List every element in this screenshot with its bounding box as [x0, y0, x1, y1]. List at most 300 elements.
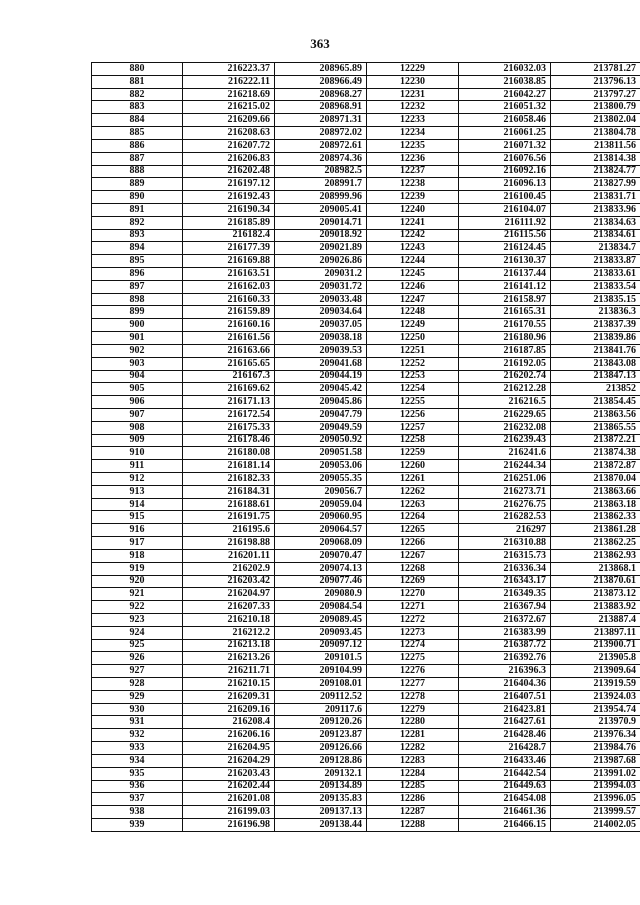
- x-coordinate-cell: 216461.36: [459, 806, 551, 819]
- x-coordinate-cell: 216169.88: [183, 255, 275, 268]
- y-coordinate-cell: 209101.5: [275, 652, 367, 665]
- point-id-cell: 12284: [367, 767, 459, 780]
- y-coordinate-cell: 213800.79: [551, 101, 640, 114]
- point-id-cell: 12276: [367, 665, 459, 678]
- x-coordinate-cell: 216212.28: [459, 383, 551, 396]
- x-coordinate-cell: 216349.35: [459, 588, 551, 601]
- y-coordinate-cell: 209089.45: [275, 613, 367, 626]
- x-coordinate-cell: 216167.3: [183, 370, 275, 383]
- point-id-cell: 905: [92, 383, 183, 396]
- x-coordinate-cell: 216396.3: [459, 665, 551, 678]
- x-coordinate-cell: 216180.96: [459, 332, 551, 345]
- point-id-cell: 922: [92, 601, 183, 614]
- y-coordinate-cell: 208974.36: [275, 152, 367, 165]
- y-coordinate-cell: 213870.04: [551, 473, 640, 486]
- y-coordinate-cell: 209060.95: [275, 511, 367, 524]
- x-coordinate-cell: 216195.6: [183, 524, 275, 537]
- x-coordinate-cell: 216124.45: [459, 242, 551, 255]
- y-coordinate-cell: 209132.1: [275, 767, 367, 780]
- point-id-cell: 12230: [367, 75, 459, 88]
- x-coordinate-cell: 216210.18: [183, 613, 275, 626]
- table-row: [92, 818, 640, 831]
- x-coordinate-cell: 216466.15: [459, 818, 551, 831]
- y-coordinate-cell: 213865.55: [551, 421, 640, 434]
- point-id-cell: 925: [92, 639, 183, 652]
- x-coordinate-cell: 216197.12: [183, 178, 275, 191]
- point-id-cell: 12258: [367, 434, 459, 447]
- point-id-cell: 12264: [367, 511, 459, 524]
- point-id-cell: 884: [92, 114, 183, 127]
- point-id-cell: 930: [92, 703, 183, 716]
- table-row: [92, 524, 640, 537]
- y-coordinate-cell: 213833.54: [551, 280, 640, 293]
- x-coordinate-cell: 216165.65: [183, 357, 275, 370]
- y-coordinate-cell: 213833.96: [551, 203, 640, 216]
- y-coordinate-cell: 209064.57: [275, 524, 367, 537]
- table-row: [92, 498, 640, 511]
- x-coordinate-cell: 216372.67: [459, 613, 551, 626]
- point-id-cell: 902: [92, 344, 183, 357]
- point-id-cell: 12286: [367, 793, 459, 806]
- table-row: [92, 793, 640, 806]
- y-coordinate-cell: 213924.03: [551, 690, 640, 703]
- x-coordinate-cell: 216160.33: [183, 293, 275, 306]
- y-coordinate-cell: 213897.11: [551, 626, 640, 639]
- y-coordinate-cell: 213999.57: [551, 806, 640, 819]
- y-coordinate-cell: 209074.13: [275, 562, 367, 575]
- x-coordinate-cell: 216163.66: [183, 344, 275, 357]
- y-coordinate-cell: 209055.35: [275, 473, 367, 486]
- point-id-cell: 12260: [367, 460, 459, 473]
- point-id-cell: 12245: [367, 268, 459, 281]
- y-coordinate-cell: 213984.76: [551, 742, 640, 755]
- table-row: [92, 460, 640, 473]
- x-coordinate-cell: 216162.03: [183, 280, 275, 293]
- x-coordinate-cell: 216210.15: [183, 678, 275, 691]
- table-row: [92, 127, 640, 140]
- y-coordinate-cell: 213872.21: [551, 434, 640, 447]
- point-id-cell: 12267: [367, 549, 459, 562]
- x-coordinate-cell: 216208.4: [183, 716, 275, 729]
- point-id-cell: 12274: [367, 639, 459, 652]
- x-coordinate-cell: 216201.08: [183, 793, 275, 806]
- x-coordinate-cell: 216137.44: [459, 268, 551, 281]
- point-id-cell: 12249: [367, 319, 459, 332]
- x-coordinate-cell: 216428.7: [459, 742, 551, 755]
- x-coordinate-cell: 216215.02: [183, 101, 275, 114]
- x-coordinate-cell: 216213.18: [183, 639, 275, 652]
- table-row: [92, 601, 640, 614]
- y-coordinate-cell: 209128.86: [275, 754, 367, 767]
- point-id-cell: 12282: [367, 742, 459, 755]
- x-coordinate-cell: 216158.97: [459, 293, 551, 306]
- y-coordinate-cell: 208982.5: [275, 165, 367, 178]
- table-row: [92, 729, 640, 742]
- x-coordinate-cell: 216051.32: [459, 101, 551, 114]
- x-coordinate-cell: 216199.03: [183, 806, 275, 819]
- point-id-cell: 12277: [367, 678, 459, 691]
- y-coordinate-cell: 209038.18: [275, 332, 367, 345]
- point-id-cell: 932: [92, 729, 183, 742]
- x-coordinate-cell: 216185.89: [183, 216, 275, 229]
- point-id-cell: 12243: [367, 242, 459, 255]
- x-coordinate-cell: 216171.13: [183, 396, 275, 409]
- x-coordinate-cell: 216180.08: [183, 447, 275, 460]
- table-row: [92, 139, 640, 152]
- point-id-cell: 12281: [367, 729, 459, 742]
- y-coordinate-cell: 209117.6: [275, 703, 367, 716]
- point-id-cell: 883: [92, 101, 183, 114]
- x-coordinate-cell: 216115.56: [459, 229, 551, 242]
- y-coordinate-cell: 213854.45: [551, 396, 640, 409]
- x-coordinate-cell: 216244.34: [459, 460, 551, 473]
- x-coordinate-cell: 216427.61: [459, 716, 551, 729]
- x-coordinate-cell: 216383.99: [459, 626, 551, 639]
- x-coordinate-cell: 216216.5: [459, 396, 551, 409]
- y-coordinate-cell: 209049.59: [275, 421, 367, 434]
- table-row: [92, 703, 640, 716]
- point-id-cell: 887: [92, 152, 183, 165]
- y-coordinate-cell: 208966.49: [275, 75, 367, 88]
- y-coordinate-cell: 213883.92: [551, 601, 640, 614]
- y-coordinate-cell: 209120.26: [275, 716, 367, 729]
- y-coordinate-cell: 209039.53: [275, 344, 367, 357]
- y-coordinate-cell: 213835.15: [551, 293, 640, 306]
- y-coordinate-cell: 209108.01: [275, 678, 367, 691]
- point-id-cell: 12254: [367, 383, 459, 396]
- y-coordinate-cell: 209056.7: [275, 485, 367, 498]
- point-id-cell: 12271: [367, 601, 459, 614]
- x-coordinate-cell: 216191.75: [183, 511, 275, 524]
- x-coordinate-cell: 216315.73: [459, 549, 551, 562]
- x-coordinate-cell: 216212.2: [183, 626, 275, 639]
- point-id-cell: 12268: [367, 562, 459, 575]
- x-coordinate-cell: 216218.69: [183, 88, 275, 101]
- y-coordinate-cell: 209005.41: [275, 203, 367, 216]
- point-id-cell: 934: [92, 754, 183, 767]
- y-coordinate-cell: 208965.89: [275, 63, 367, 76]
- table-row: [92, 742, 640, 755]
- x-coordinate-cell: 216449.63: [459, 780, 551, 793]
- x-coordinate-cell: 216343.17: [459, 575, 551, 588]
- point-id-cell: 924: [92, 626, 183, 639]
- y-coordinate-cell: 213900.71: [551, 639, 640, 652]
- y-coordinate-cell: 213954.74: [551, 703, 640, 716]
- y-coordinate-cell: 209031.72: [275, 280, 367, 293]
- table-row: [92, 754, 640, 767]
- x-coordinate-cell: 216165.31: [459, 306, 551, 319]
- x-coordinate-cell: 216423.81: [459, 703, 551, 716]
- x-coordinate-cell: 216202.74: [459, 370, 551, 383]
- table-row: [92, 678, 640, 691]
- y-coordinate-cell: 209053.06: [275, 460, 367, 473]
- y-coordinate-cell: 209093.45: [275, 626, 367, 639]
- y-coordinate-cell: 213841.76: [551, 344, 640, 357]
- table-row: [92, 588, 640, 601]
- x-coordinate-cell: 216198.88: [183, 537, 275, 550]
- y-coordinate-cell: 208972.61: [275, 139, 367, 152]
- y-coordinate-cell: 208971.31: [275, 114, 367, 127]
- x-coordinate-cell: 216184.31: [183, 485, 275, 498]
- x-coordinate-cell: 216392.76: [459, 652, 551, 665]
- point-id-cell: 914: [92, 498, 183, 511]
- x-coordinate-cell: 216100.45: [459, 191, 551, 204]
- x-coordinate-cell: 216182.33: [183, 473, 275, 486]
- table-row: [92, 344, 640, 357]
- x-coordinate-cell: 216209.66: [183, 114, 275, 127]
- y-coordinate-cell: 213839.86: [551, 332, 640, 345]
- y-coordinate-cell: 209045.42: [275, 383, 367, 396]
- y-coordinate-cell: 209123.87: [275, 729, 367, 742]
- y-coordinate-cell: 209126.66: [275, 742, 367, 755]
- page-number: 363: [310, 36, 330, 51]
- y-coordinate-cell: 209137.13: [275, 806, 367, 819]
- y-coordinate-cell: 208991.7: [275, 178, 367, 191]
- y-coordinate-cell: 213919.59: [551, 678, 640, 691]
- y-coordinate-cell: 209135.83: [275, 793, 367, 806]
- x-coordinate-cell: 216169.62: [183, 383, 275, 396]
- y-coordinate-cell: 209018.92: [275, 229, 367, 242]
- point-id-cell: 939: [92, 818, 183, 831]
- table-row: [92, 229, 640, 242]
- x-coordinate-cell: 216161.56: [183, 332, 275, 345]
- x-coordinate-cell: 216442.54: [459, 767, 551, 780]
- y-coordinate-cell: 213868.1: [551, 562, 640, 575]
- table-row: [92, 203, 640, 216]
- x-coordinate-cell: 216276.75: [459, 498, 551, 511]
- y-coordinate-cell: 208968.27: [275, 88, 367, 101]
- y-coordinate-cell: 209068.09: [275, 537, 367, 550]
- point-id-cell: 12273: [367, 626, 459, 639]
- x-coordinate-cell: 216251.06: [459, 473, 551, 486]
- y-coordinate-cell: 213802.04: [551, 114, 640, 127]
- x-coordinate-cell: 216170.55: [459, 319, 551, 332]
- point-id-cell: 916: [92, 524, 183, 537]
- table-row: [92, 716, 640, 729]
- table-row: [92, 370, 640, 383]
- y-coordinate-cell: 213852: [551, 383, 640, 396]
- x-coordinate-cell: 216273.71: [459, 485, 551, 498]
- x-coordinate-cell: 216407.51: [459, 690, 551, 703]
- point-id-cell: 900: [92, 319, 183, 332]
- y-coordinate-cell: 213834.7: [551, 242, 640, 255]
- point-id-cell: 12236: [367, 152, 459, 165]
- y-coordinate-cell: 213987.68: [551, 754, 640, 767]
- y-coordinate-cell: 213976.34: [551, 729, 640, 742]
- point-id-cell: 936: [92, 780, 183, 793]
- y-coordinate-cell: 209051.58: [275, 447, 367, 460]
- x-coordinate-cell: 216159.89: [183, 306, 275, 319]
- x-coordinate-cell: 216206.16: [183, 729, 275, 742]
- y-coordinate-cell: 209112.52: [275, 690, 367, 703]
- x-coordinate-cell: 216187.85: [459, 344, 551, 357]
- y-coordinate-cell: 208972.02: [275, 127, 367, 140]
- point-id-cell: 895: [92, 255, 183, 268]
- point-id-cell: 12257: [367, 421, 459, 434]
- table-row: [92, 357, 640, 370]
- point-id-cell: 12256: [367, 408, 459, 421]
- point-id-cell: 913: [92, 485, 183, 498]
- x-coordinate-cell: 216203.43: [183, 767, 275, 780]
- x-coordinate-cell: 216181.14: [183, 460, 275, 473]
- table-row: [92, 652, 640, 665]
- x-coordinate-cell: 216202.44: [183, 780, 275, 793]
- point-id-cell: 12231: [367, 88, 459, 101]
- point-id-cell: 937: [92, 793, 183, 806]
- point-id-cell: 919: [92, 562, 183, 575]
- point-id-cell: 918: [92, 549, 183, 562]
- y-coordinate-cell: 213873.12: [551, 588, 640, 601]
- point-id-cell: 886: [92, 139, 183, 152]
- x-coordinate-cell: 216297: [459, 524, 551, 537]
- table-row: [92, 383, 640, 396]
- y-coordinate-cell: 213970.9: [551, 716, 640, 729]
- point-id-cell: 890: [92, 191, 183, 204]
- x-coordinate-cell: 216104.07: [459, 203, 551, 216]
- y-coordinate-cell: 209077.46: [275, 575, 367, 588]
- point-id-cell: 12253: [367, 370, 459, 383]
- table-row: [92, 319, 640, 332]
- x-coordinate-cell: 216177.39: [183, 242, 275, 255]
- x-coordinate-cell: 216190.34: [183, 203, 275, 216]
- point-id-cell: 12278: [367, 690, 459, 703]
- y-coordinate-cell: 213781.27: [551, 63, 640, 76]
- y-coordinate-cell: 213874.38: [551, 447, 640, 460]
- x-coordinate-cell: 216196.98: [183, 818, 275, 831]
- y-coordinate-cell: 209037.05: [275, 319, 367, 332]
- x-coordinate-cell: 216032.03: [459, 63, 551, 76]
- y-coordinate-cell: 213991.02: [551, 767, 640, 780]
- table-row: [92, 191, 640, 204]
- y-coordinate-cell: 213909.64: [551, 665, 640, 678]
- y-coordinate-cell: 213872.87: [551, 460, 640, 473]
- y-coordinate-cell: 209026.86: [275, 255, 367, 268]
- point-id-cell: 12275: [367, 652, 459, 665]
- point-id-cell: 907: [92, 408, 183, 421]
- y-coordinate-cell: 213861.28: [551, 524, 640, 537]
- table-row: [92, 332, 640, 345]
- y-coordinate-cell: 213833.61: [551, 268, 640, 281]
- table-row: [92, 268, 640, 281]
- x-coordinate-cell: 216096.13: [459, 178, 551, 191]
- table-row: [92, 690, 640, 703]
- y-coordinate-cell: 213834.63: [551, 216, 640, 229]
- y-coordinate-cell: 209044.19: [275, 370, 367, 383]
- y-coordinate-cell: 213887.4: [551, 613, 640, 626]
- y-coordinate-cell: 213843.08: [551, 357, 640, 370]
- point-id-cell: 904: [92, 370, 183, 383]
- table-row: [92, 562, 640, 575]
- x-coordinate-cell: 216042.27: [459, 88, 551, 101]
- point-id-cell: 12259: [367, 447, 459, 460]
- point-id-cell: 12251: [367, 344, 459, 357]
- point-id-cell: 885: [92, 127, 183, 140]
- y-coordinate-cell: 209050.92: [275, 434, 367, 447]
- y-coordinate-cell: 209021.89: [275, 242, 367, 255]
- point-id-cell: 929: [92, 690, 183, 703]
- point-id-cell: 906: [92, 396, 183, 409]
- x-coordinate-cell: 216202.9: [183, 562, 275, 575]
- coordinates-table: [91, 62, 640, 832]
- table-row: [92, 396, 640, 409]
- point-id-cell: 882: [92, 88, 183, 101]
- x-coordinate-cell: 216211.71: [183, 665, 275, 678]
- table-row: [92, 806, 640, 819]
- x-coordinate-cell: 216404.36: [459, 678, 551, 691]
- y-coordinate-cell: 213837.39: [551, 319, 640, 332]
- coordinates-table-body: [92, 63, 640, 832]
- table-row: [92, 216, 640, 229]
- table-row: [92, 280, 640, 293]
- point-id-cell: 12272: [367, 613, 459, 626]
- y-coordinate-cell: 209047.79: [275, 408, 367, 421]
- y-coordinate-cell: 213996.05: [551, 793, 640, 806]
- x-coordinate-cell: 216092.16: [459, 165, 551, 178]
- point-id-cell: 889: [92, 178, 183, 191]
- table-row: [92, 613, 640, 626]
- table-row: [92, 408, 640, 421]
- x-coordinate-cell: 216204.97: [183, 588, 275, 601]
- table-row: [92, 165, 640, 178]
- x-coordinate-cell: 216202.48: [183, 165, 275, 178]
- y-coordinate-cell: 213797.27: [551, 88, 640, 101]
- x-coordinate-cell: 216310.88: [459, 537, 551, 550]
- point-id-cell: 12265: [367, 524, 459, 537]
- point-id-cell: 881: [92, 75, 183, 88]
- point-id-cell: 12279: [367, 703, 459, 716]
- x-coordinate-cell: 216204.95: [183, 742, 275, 755]
- point-id-cell: 12263: [367, 498, 459, 511]
- point-id-cell: 892: [92, 216, 183, 229]
- y-coordinate-cell: 213824.77: [551, 165, 640, 178]
- point-id-cell: 888: [92, 165, 183, 178]
- point-id-cell: 928: [92, 678, 183, 691]
- point-id-cell: 938: [92, 806, 183, 819]
- point-id-cell: 915: [92, 511, 183, 524]
- point-id-cell: 12235: [367, 139, 459, 152]
- x-coordinate-cell: 216175.33: [183, 421, 275, 434]
- point-id-cell: 12288: [367, 818, 459, 831]
- y-coordinate-cell: 209080.9: [275, 588, 367, 601]
- point-id-cell: 931: [92, 716, 183, 729]
- y-coordinate-cell: 208968.91: [275, 101, 367, 114]
- table-row: [92, 639, 640, 652]
- point-id-cell: 917: [92, 537, 183, 550]
- y-coordinate-cell: 213862.33: [551, 511, 640, 524]
- table-row: [92, 549, 640, 562]
- point-id-cell: 901: [92, 332, 183, 345]
- point-id-cell: 12250: [367, 332, 459, 345]
- x-coordinate-cell: 216182.4: [183, 229, 275, 242]
- table-row: [92, 473, 640, 486]
- point-id-cell: 898: [92, 293, 183, 306]
- y-coordinate-cell: 209034.64: [275, 306, 367, 319]
- x-coordinate-cell: 216188.61: [183, 498, 275, 511]
- point-id-cell: 12241: [367, 216, 459, 229]
- x-coordinate-cell: 216192.05: [459, 357, 551, 370]
- table-row: [92, 75, 640, 88]
- x-coordinate-cell: 216203.42: [183, 575, 275, 588]
- y-coordinate-cell: 213863.18: [551, 498, 640, 511]
- y-coordinate-cell: 213863.56: [551, 408, 640, 421]
- point-id-cell: 12266: [367, 537, 459, 550]
- x-coordinate-cell: 216201.11: [183, 549, 275, 562]
- point-id-cell: 12283: [367, 754, 459, 767]
- x-coordinate-cell: 216223.37: [183, 63, 275, 76]
- table-row: [92, 511, 640, 524]
- point-id-cell: 12247: [367, 293, 459, 306]
- y-coordinate-cell: 213836.3: [551, 306, 640, 319]
